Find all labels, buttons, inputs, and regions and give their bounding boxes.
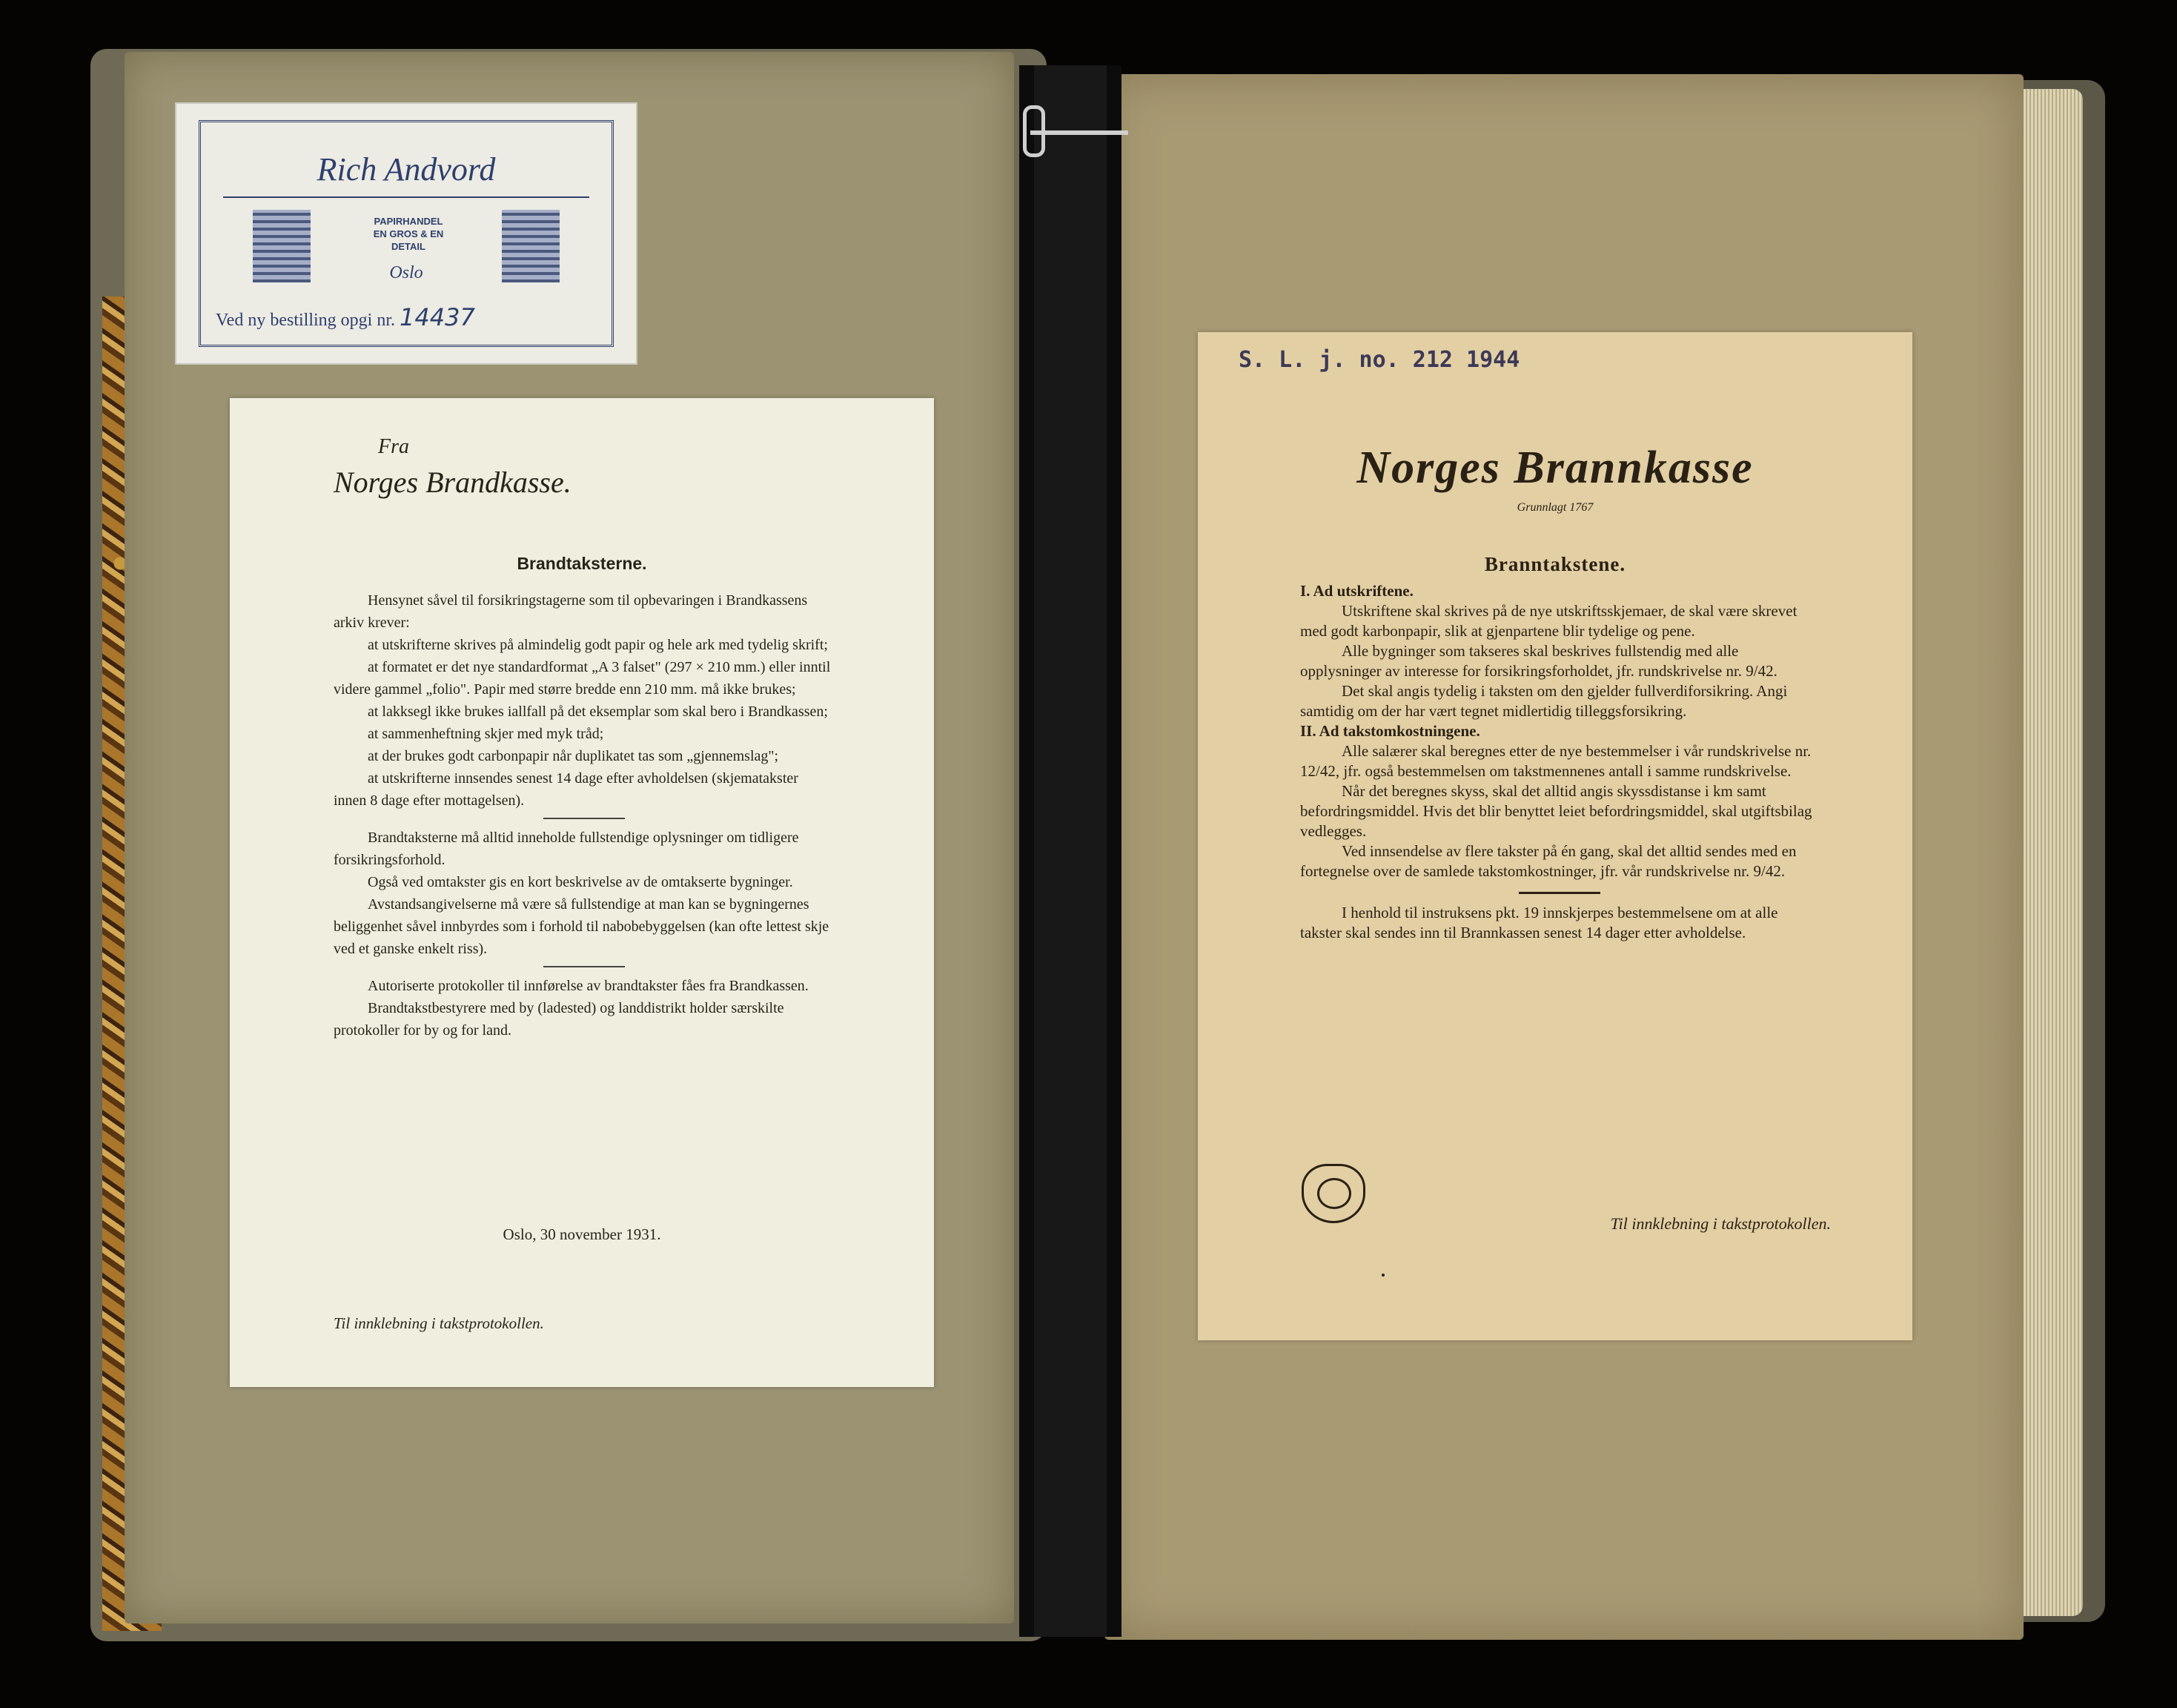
binding-string <box>1030 130 1128 135</box>
label-brand: Rich Andvord <box>317 151 496 188</box>
ink-dot <box>1382 1274 1385 1277</box>
label-order-number: 14437 <box>400 303 475 331</box>
paragraph: Brandtakstbestyrere med by (ladested) og landdistrikt holder særskilte protokoller for by og for land. <box>334 1000 784 1039</box>
label-subtitle <box>357 215 460 253</box>
paragraph: Alle bygninger som takseres skal beskrives fullstendig med alle opplysninger av interesse for forsikringsforholdet, jfr. rundskrivelse nr. 9/42. <box>1300 642 1777 680</box>
doc-title: Norges Brannkasse <box>1356 443 1754 493</box>
paragraph: Avstandsangivelserne må være så fullstendige at man kan se bygningernes beliggenhet såvel innbyrdes som i forhold til nabobebyggelsen (kan ofte lettest skje ved et ganske enkelt riss). <box>334 896 829 957</box>
stationer-label <box>175 102 637 365</box>
left-document <box>230 398 934 1387</box>
doc-heading: Branntakstene. <box>1484 553 1626 575</box>
doc-footer: Til innklebning i takstprotokollen. <box>334 1314 544 1332</box>
paragraph: at utskrifterne innsendes senest 14 dage efter avholdelsen (skjematakster innen 8 dage efter mottagelsen). <box>334 770 798 809</box>
paragraph: Det skal angis tydelig i taksten om den gjelder fullverdiforsikring. Angi samtidig om der har vært tegnet midlertidig tilleggsforsikring. <box>1300 682 1788 720</box>
label-line1: PAPIRHANDEL <box>374 216 443 227</box>
label-city: Oslo <box>389 263 423 282</box>
paragraph: Autoriserte protokoller til innførelse av brandtakster fåes fra Brandkassen. <box>368 978 809 994</box>
divider <box>1519 892 1600 894</box>
paragraph: at der brukes godt carbonpapir når duplikatet tas som „gjennemslag"; <box>368 748 779 764</box>
doc-footer: Til innklebning i takstprotokollen. <box>1610 1214 1831 1233</box>
paragraph: I henhold til instruksens pkt. 19 innskjerpes bestemmelsene om at alle takster skal sendes inn til Brannkassen senest 14 dager etter avholdelse. <box>1300 904 1778 941</box>
paragraph: Når det beregnes skyss, skal det alltid angis skyssdistanse i km samt befordringsmiddel. Hvis det blir benyttet leiet befordringsmiddel, skal utgiftsbilag vedlegges. <box>1300 782 1812 840</box>
paragraph: Hensynet såvel til forsikringstagerne som til opbevaringen i Brandkassens arkiv krever: <box>334 592 808 631</box>
paragraph: Brandtaksterne må alltid inneholde fullstendige oplysninger om tidligere forsikringsforhold. <box>334 830 799 868</box>
section-heading: II. Ad takstomkostningene. <box>1300 722 1480 740</box>
spine-stripe <box>1034 65 1107 1637</box>
doc-body <box>334 589 835 1042</box>
doc-organization: Norges Brandkasse. <box>334 466 571 499</box>
divider <box>543 966 625 967</box>
paragraph: Alle salærer skal beregnes etter de nye bestemmelser i vår rundskrivelse nr. 12/42, jfr. også bestemmelsen om takstmennenes antall i samme rundskrivelse. <box>1300 742 1812 780</box>
paragraph: Også ved omtakster gis en kort beskrivelse av de omtakserte bygninger. <box>368 874 793 890</box>
paragraph: at utskrifterne skrives på almindelig godt papir og hele ark med tydelig skrift; <box>368 637 828 653</box>
label-order-text: Ved ny bestilling opgi nr. <box>216 311 395 330</box>
label-border <box>199 120 614 347</box>
paragraph: Ved innsendelse av flere takster på én gang, skal det alltid sendes med en fortegnelse over de samlede takstomkostninger, jfr. vår rundskrivelse nr. 9/42. <box>1300 842 1797 880</box>
paragraph: at sammenheftning skjer med myk tråd; <box>368 726 604 742</box>
paragraph: Utskriftene skal skrives på de nye utskriftsskjemaer, de skal være skrevet med godt karbonpapir, slik at gjenpartene blir tydelige og pene. <box>1300 602 1797 640</box>
doc-from: Fra <box>378 435 409 458</box>
doc-date: Oslo, 30 november 1931. <box>503 1225 661 1243</box>
archive-stamp: S. L. j. no. 212 1944 <box>1239 347 1520 373</box>
paragraph: at lakksegl ikke brukes iallfall på det eksemplar som skal bero i Brandkassen; <box>368 704 828 720</box>
page-edges <box>2024 89 2083 1616</box>
label-rule <box>223 196 589 198</box>
doc-heading: Brandtaksterne. <box>517 554 647 573</box>
seal-icon <box>1302 1164 1365 1223</box>
right-document <box>1198 332 1912 1340</box>
doc-body <box>1300 581 1819 943</box>
divider <box>543 818 625 819</box>
section-heading: I. Ad utskriftene. <box>1300 582 1414 600</box>
label-line2: EN GROS & EN DETAIL <box>373 228 444 252</box>
paragraph: at formatet er det nye standardformat „A 3 falset" (297 × 210 mm.) eller inntil videre gammel „folio". Papir med større bredde enn 210 mm. må ikke brukes; <box>334 659 831 698</box>
doc-founded: Grunnlagt 1767 <box>1517 501 1594 514</box>
label-footer <box>216 303 597 331</box>
